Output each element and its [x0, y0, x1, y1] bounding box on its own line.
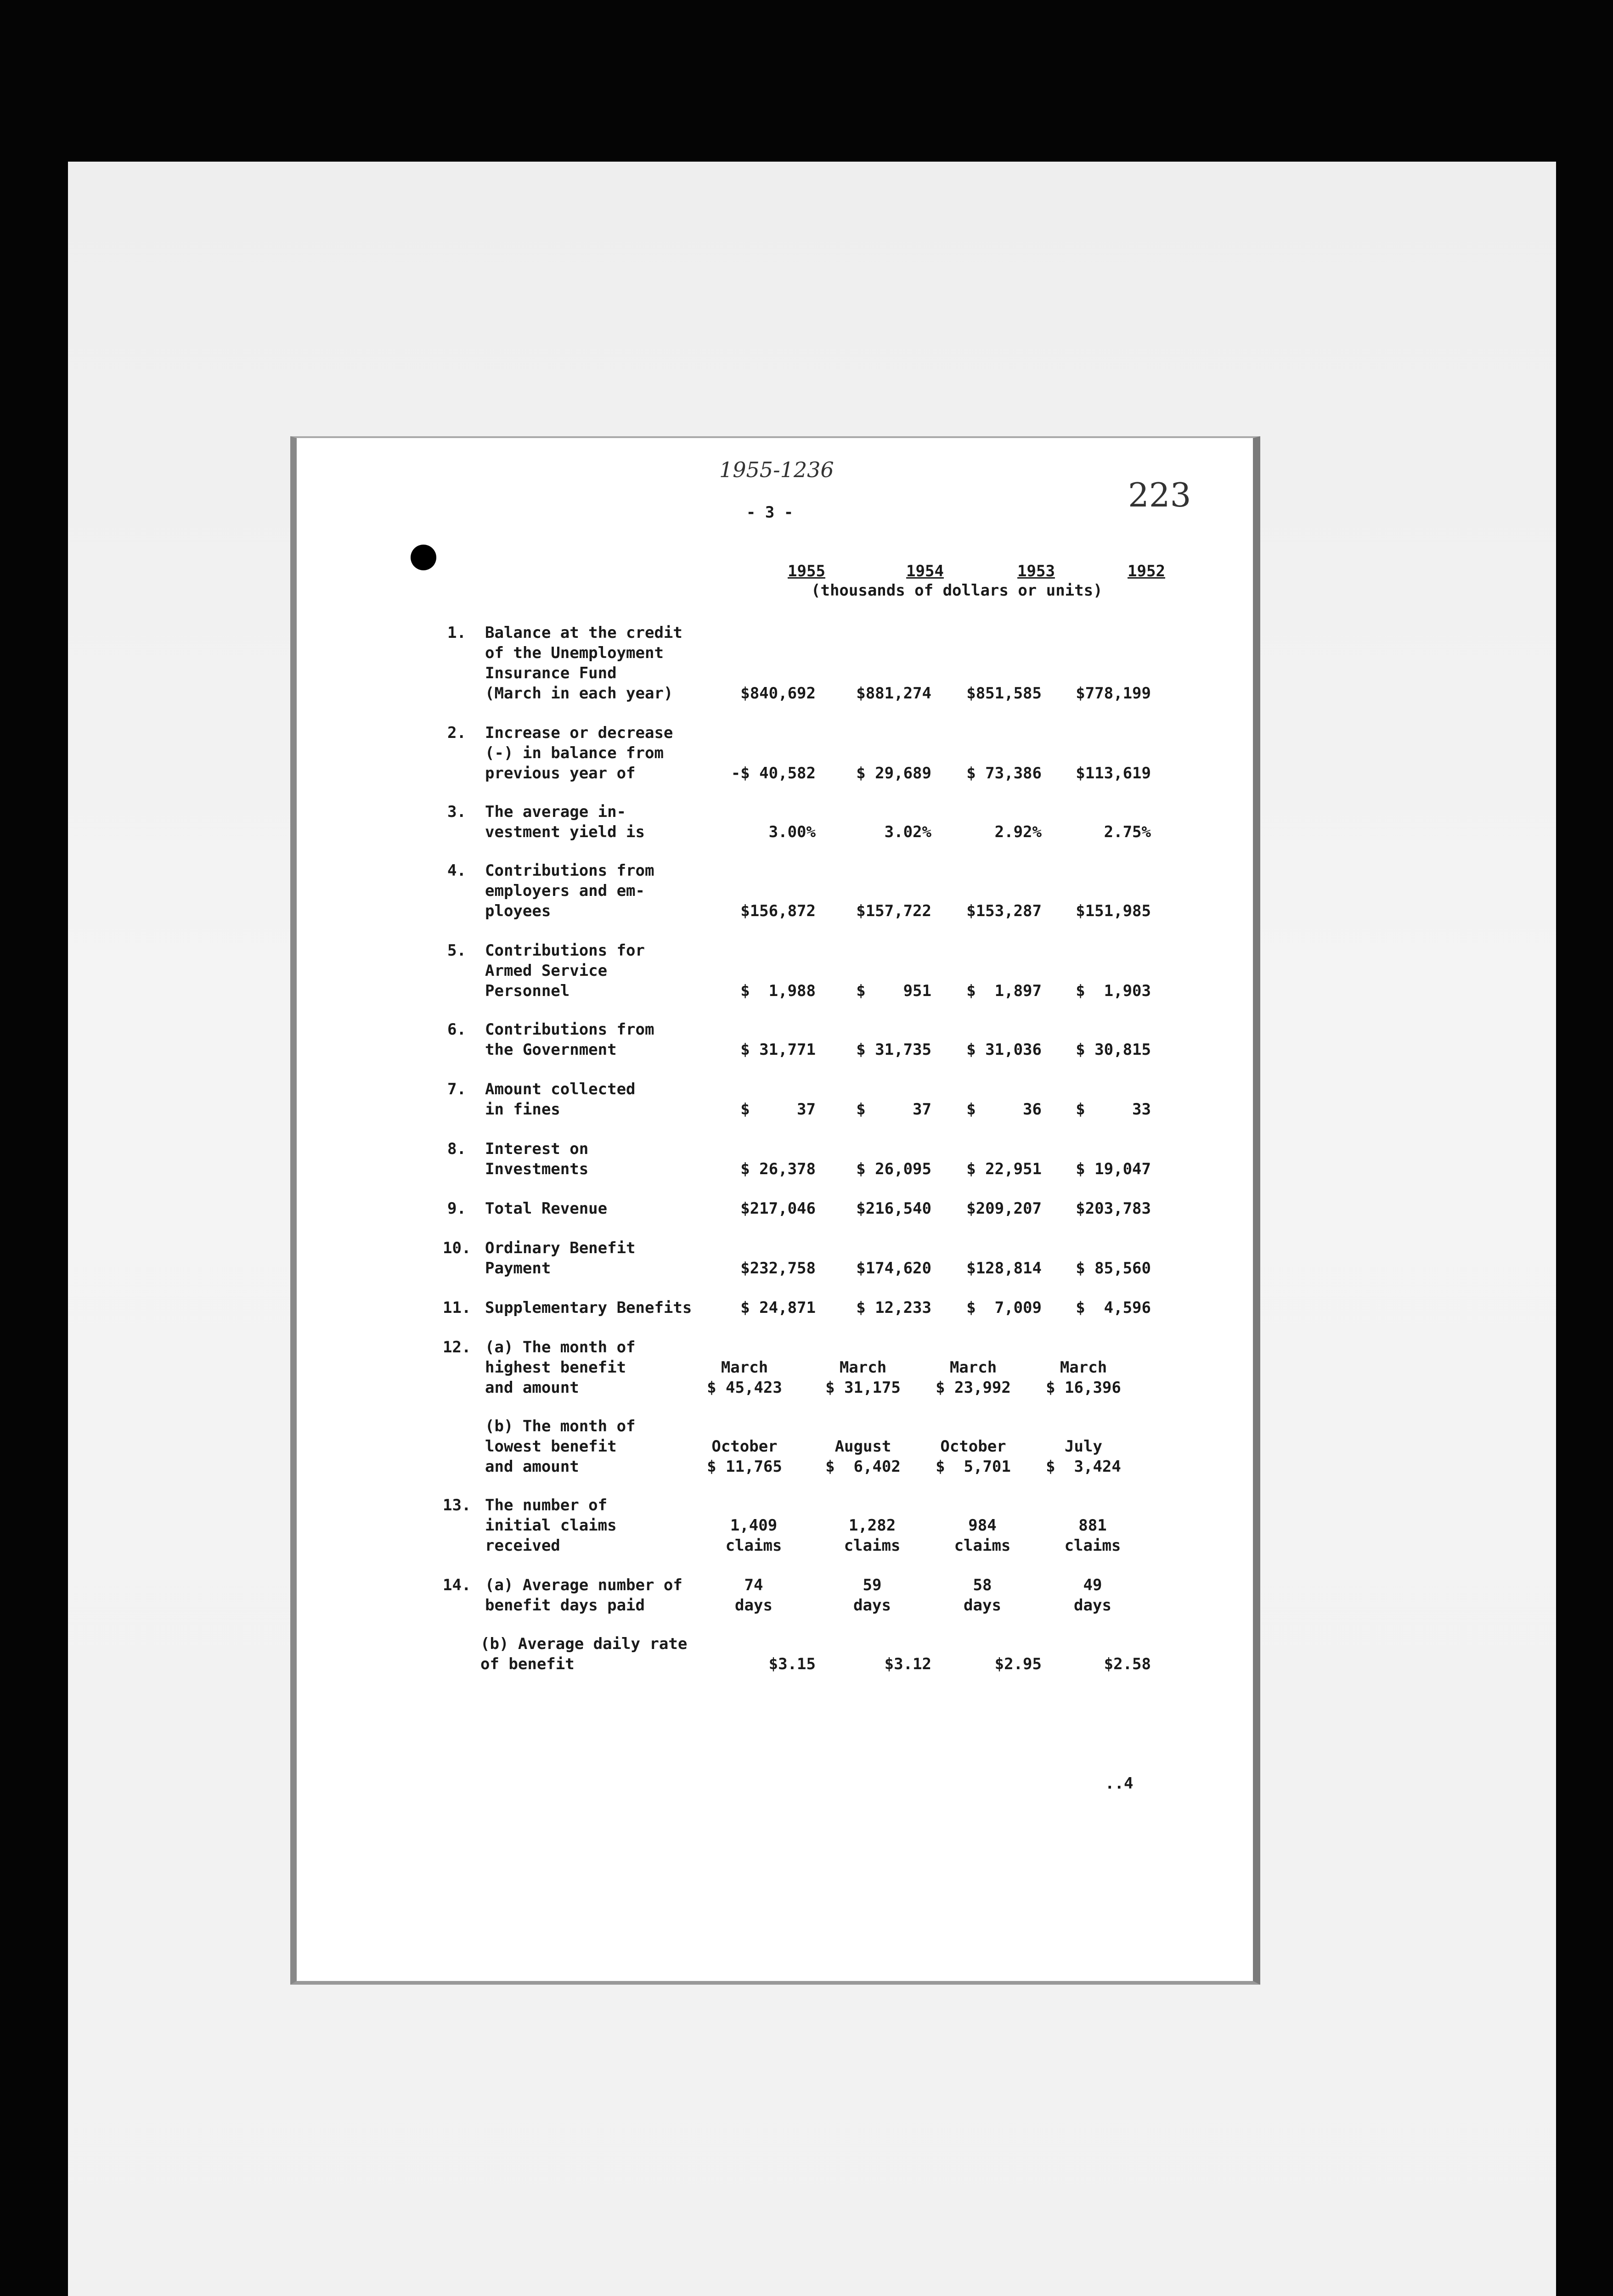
row-value-1955: 1,409 claims — [725, 1516, 782, 1555]
row-value-1953: 984 claims — [954, 1516, 1011, 1555]
row-value-1952: $203,783 — [1076, 1199, 1151, 1218]
row-value-1953: $851,585 — [966, 684, 1042, 703]
row-value-1955: $3.15 — [768, 1655, 816, 1673]
row-value-1954: 59 days — [853, 1576, 891, 1615]
row-description: Total Revenue — [485, 1199, 608, 1218]
units-note: (thousands of dollars or units) — [811, 581, 1103, 600]
row-value-1952: $ 4,596 — [1076, 1299, 1151, 1317]
row-value-1952: $ 1,903 — [1076, 982, 1151, 1000]
row-value-1953: $128,814 — [966, 1259, 1042, 1277]
row-description: The number of initial claims received — [485, 1496, 617, 1555]
row-value-1953: 58 days — [964, 1576, 1001, 1615]
row-value-1954: $ 26,095 — [856, 1160, 931, 1178]
row-description: Contributions from the Government — [485, 1020, 654, 1059]
row-value-1954: 1,282 claims — [844, 1516, 901, 1555]
year-header-1954: 1954 — [906, 562, 944, 580]
year-header-1953: 1953 — [1017, 562, 1055, 580]
row-value-1952: $151,985 — [1076, 902, 1151, 920]
row-number: 14. — [443, 1576, 471, 1594]
row-value-1953: $209,207 — [966, 1199, 1042, 1218]
row-number: 1. — [447, 624, 466, 642]
row-number: 11. — [443, 1299, 471, 1317]
row-number: 12. — [443, 1338, 471, 1356]
row-value-1954: $ 31,735 — [856, 1041, 931, 1059]
row-description: (a) Average number of benefit days paid — [485, 1576, 682, 1615]
row-value-1955: $ 37 — [740, 1100, 816, 1119]
year-header-1952: 1952 — [1128, 562, 1165, 580]
row-value-1952: $ 19,047 — [1076, 1160, 1151, 1178]
row-value-1953: $ 22,951 — [966, 1160, 1042, 1178]
row-value-1955: October $ 11,765 — [707, 1437, 782, 1476]
row-number: 4. — [447, 861, 466, 880]
row-value-1954: $881,274 — [856, 684, 931, 703]
row-description: Amount collected in fines — [485, 1080, 636, 1119]
row-description: (b) Average daily rate of benefit — [480, 1635, 688, 1673]
row-value-1953: March $ 23,992 — [936, 1358, 1011, 1397]
row-value-1953: October $ 5,701 — [936, 1437, 1011, 1476]
row-value-1955: 74 days — [735, 1576, 773, 1615]
row-value-1955: $ 31,771 — [740, 1041, 816, 1059]
row-value-1953: $ 31,036 — [966, 1041, 1042, 1059]
row-value-1953: $ 73,386 — [966, 764, 1042, 782]
row-value-1952: 2.75% — [1104, 823, 1151, 841]
row-value-1954: $ 29,689 — [856, 764, 931, 782]
row-value-1954: August $ 6,402 — [825, 1437, 901, 1476]
row-value-1955: $840,692 — [740, 684, 816, 703]
year-header-1955: 1955 — [788, 562, 825, 580]
row-number: 2. — [447, 724, 466, 742]
row-description: Ordinary Benefit Payment — [485, 1239, 636, 1277]
row-value-1952: $ 85,560 — [1076, 1259, 1151, 1277]
row-value-1952: $778,199 — [1076, 684, 1151, 703]
row-value-1952: 49 days — [1074, 1576, 1111, 1615]
row-value-1953: $153,287 — [966, 902, 1042, 920]
row-description: Balance at the credit of the Unemployment Insurance Fund (March in each year) — [485, 624, 682, 703]
row-value-1952: 881 claims — [1064, 1516, 1121, 1555]
row-value-1953: 2.92% — [994, 823, 1042, 841]
row-value-1955: $156,872 — [740, 902, 816, 920]
row-value-1952: $ 30,815 — [1076, 1041, 1151, 1059]
row-number: 10. — [443, 1239, 471, 1257]
row-value-1955: $ 26,378 — [740, 1160, 816, 1178]
row-value-1954: $3.12 — [884, 1655, 931, 1673]
row-description: Contributions from employers and em- ployees — [485, 861, 654, 920]
row-number: 6. — [447, 1020, 466, 1039]
hole-punch — [411, 545, 436, 570]
row-value-1954: $ 12,233 — [856, 1299, 931, 1317]
continued-marker: ..4 — [1105, 1774, 1134, 1793]
row-value-1955: -$ 40,582 — [731, 764, 816, 782]
row-value-1953: $ 7,009 — [966, 1299, 1042, 1317]
row-value-1954: $157,722 — [856, 902, 931, 920]
row-description: The average in- vestment yield is — [485, 803, 645, 841]
row-value-1955: $ 24,871 — [740, 1299, 816, 1317]
row-value-1954: 3.02% — [884, 823, 931, 841]
document-page — [290, 436, 1260, 1985]
row-value-1954: $ 951 — [856, 982, 931, 1000]
row-value-1955: $ 1,988 — [740, 982, 816, 1000]
row-description: Contributions for Armed Service Personnel — [485, 941, 645, 1000]
row-value-1954: $ 37 — [856, 1100, 931, 1119]
row-number: 3. — [447, 803, 466, 821]
row-value-1955: 3.00% — [768, 823, 816, 841]
row-number: 5. — [447, 941, 466, 960]
row-value-1954: $174,620 — [856, 1259, 931, 1277]
handwritten-reference: 1955-1236 — [719, 457, 834, 482]
row-value-1952: March $ 16,396 — [1046, 1358, 1121, 1397]
page-number: - 3 - — [746, 503, 794, 522]
row-description: Interest on Investments — [485, 1140, 589, 1178]
row-value-1952: $ 33 — [1076, 1100, 1151, 1119]
row-value-1954: March $ 31,175 — [825, 1358, 901, 1397]
row-value-1952: $113,619 — [1076, 764, 1151, 782]
row-value-1955: March $ 45,423 — [707, 1358, 782, 1397]
row-value-1955: $217,046 — [740, 1199, 816, 1218]
row-description: (b) The month of lowest benefit and amount — [485, 1417, 636, 1476]
row-value-1953: $ 1,897 — [966, 982, 1042, 1000]
row-number: 9. — [447, 1199, 466, 1218]
row-value-1952: $2.58 — [1104, 1655, 1151, 1673]
row-description: Increase or decrease (-) in balance from previous year of — [485, 724, 673, 782]
row-value-1953: $ 36 — [966, 1100, 1042, 1119]
row-number: 8. — [447, 1140, 466, 1158]
stamp-number: 223 — [1128, 476, 1191, 514]
row-number: 7. — [447, 1080, 466, 1098]
row-description: Supplementary Benefits — [485, 1299, 692, 1317]
row-value-1955: $232,758 — [740, 1259, 816, 1277]
row-value-1954: $216,540 — [856, 1199, 931, 1218]
row-value-1953: $2.95 — [994, 1655, 1042, 1673]
row-value-1952: July $ 3,424 — [1046, 1437, 1121, 1476]
row-number: 13. — [443, 1496, 471, 1514]
row-description: (a) The month of highest benefit and amount — [485, 1338, 636, 1397]
